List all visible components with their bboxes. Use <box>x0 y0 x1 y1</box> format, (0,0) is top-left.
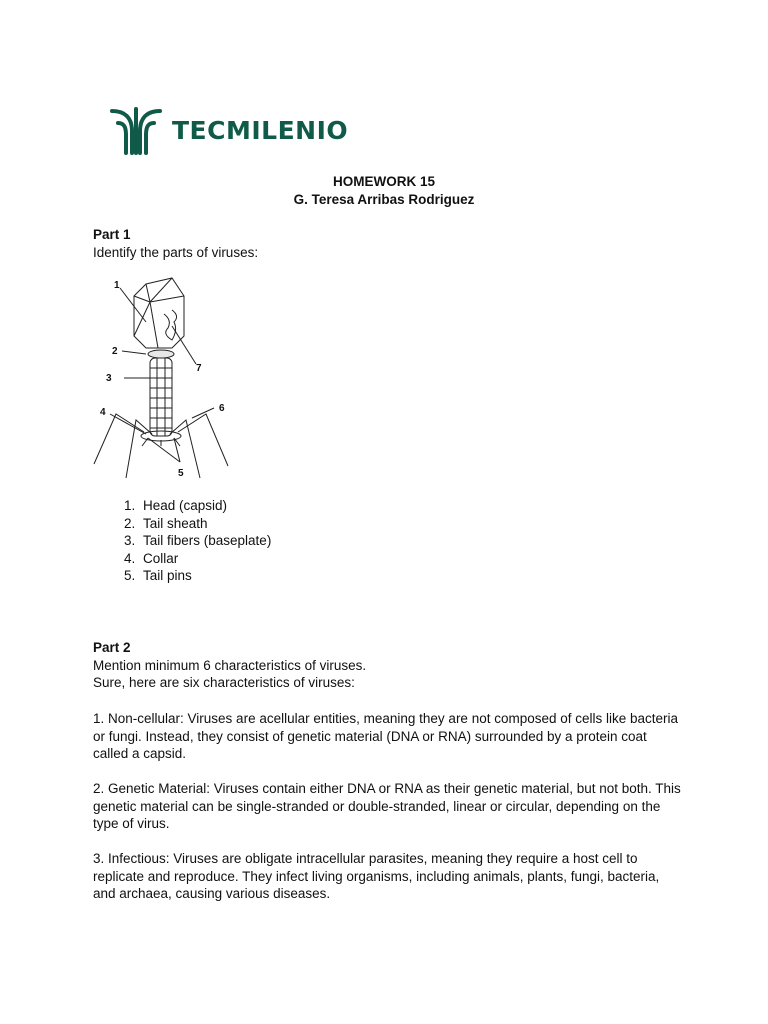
list-item: 5. Tail pins <box>139 567 271 585</box>
diagram-label: 2 <box>112 346 118 357</box>
list-item: 2. Tail sheath <box>139 515 271 533</box>
tecmilenio-emblem-icon <box>108 105 164 155</box>
diagram-label: 7 <box>196 363 202 374</box>
part2-intro: Sure, here are six characteristics of viruses: <box>93 675 355 690</box>
diagram-label: 5 <box>178 468 184 479</box>
list-item: 4. Collar <box>139 550 271 568</box>
diagram-label: 3 <box>106 373 112 384</box>
part1-heading: Part 1 <box>93 227 131 242</box>
list-item: 3. Tail fibers (baseplate) <box>139 532 271 550</box>
diagram-label: 1 <box>114 280 120 291</box>
part2-prompt: Mention minimum 6 characteristics of viruses. <box>93 658 367 673</box>
document-title: HOMEWORK 15 <box>332 174 435 189</box>
logo-wordmark: TECMILENIO <box>172 115 349 145</box>
bacteriophage-diagram <box>88 274 238 484</box>
part1-prompt: Identify the parts of viruses: <box>93 245 259 260</box>
paragraph: 3. Infectious: Viruses are obligate intracellular parasites, meaning they require a host cell to replicate and reproduce. They infect living organisms, including animals, plants, fungi, bacteria, and archaea, causing various diseases. <box>93 851 660 901</box>
paragraph: 1. Non-cellular: Viruses are acellular entities, meaning they are not composed of cells like bacteria or fungi. Instead, they consist of genetic material (DNA or RNA) surrounded by a protein coat called a capsid. <box>93 711 679 761</box>
list-item: 1. Head (capsid) <box>139 497 271 515</box>
tecmilenio-logo <box>108 104 348 156</box>
paragraph: 2. Genetic Material: Viruses contain either DNA or RNA as their genetic material, but not both. This genetic material can be single-stranded or double-stranded, linear or circular, depending on the type of virus. <box>93 781 681 831</box>
diagram-label: 6 <box>219 403 225 414</box>
diagram-label: 4 <box>100 407 106 418</box>
part2-heading: Part 2 <box>93 640 131 655</box>
answer-list <box>93 497 271 585</box>
author-name: G. Teresa Arribas Rodriguez <box>293 192 475 207</box>
